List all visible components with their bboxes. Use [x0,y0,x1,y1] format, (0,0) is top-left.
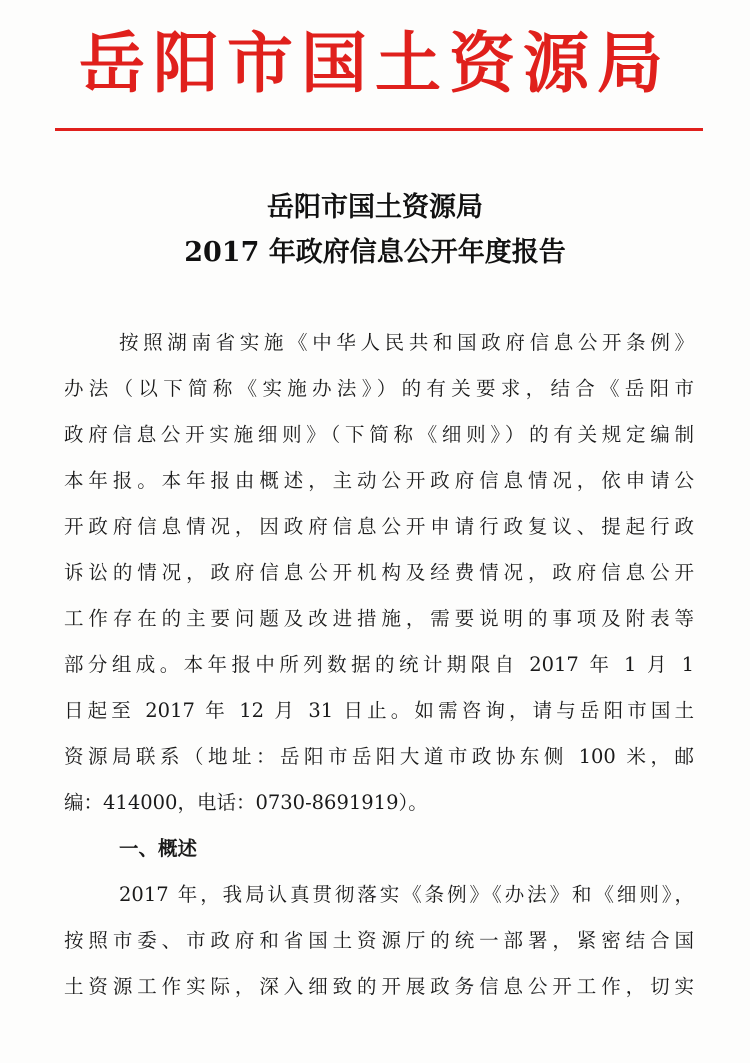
paragraph-line: 部分组成。本年报中所列数据的统计期限自 2017 年 1 月 1 [64,653,694,676]
paragraph-line: 工作存在的主要问题及改进措施，需要说明的事项及附表等 [64,607,694,630]
section-heading-overview: 一、概述 [119,837,198,860]
paragraph-line: 编：414000，电话：0730-8691919）。 [64,791,428,814]
report-body [64,320,694,1010]
report-title-line1: 岳阳市国土资源局 [267,192,483,223]
paragraph-line: 政府信息公开实施细则》（下简称《细则》）的有关规定编制 [64,423,694,446]
paragraph-line: 诉讼的情况，政府信息公开机构及经费情况，政府信息公开 [64,561,694,584]
report-title-line2: 2017 年政府信息公开年度报告 [184,237,566,268]
paragraph-line: 办法（以下简称《实施办法》）的有关要求，结合《岳阳市 [64,377,694,400]
paragraph-line: 资源局联系（地址：岳阳市岳阳大道市政协东侧 100 米，邮 [64,745,694,768]
paragraph-line: 日起至 2017 年 12 月 31 日止。如需咨询，请与岳阳市国土 [64,699,694,722]
masthead-divider [55,128,703,131]
paragraph-line: 本年报。本年报由概述，主动公开政府信息情况，依申请公 [64,469,694,492]
paragraph-line: 开政府信息情况，因政府信息公开申请行政复议、提起行政 [64,515,694,538]
paragraph-line: 2017 年，我局认真贯彻落实《条例》《办法》和《细则》， [119,883,694,906]
agency-masthead: 岳阳市国土资源局 [79,24,671,102]
paragraph-line: 按照湖南省实施《中华人民共和国政府信息公开条例》 [119,331,694,354]
paragraph-line: 按照市委、市政府和省国土资源厅的统一部署，紧密结合国 [64,929,694,952]
paragraph-line: 土资源工作实际，深入细致的开展政务信息公开工作，切实 [64,975,694,998]
